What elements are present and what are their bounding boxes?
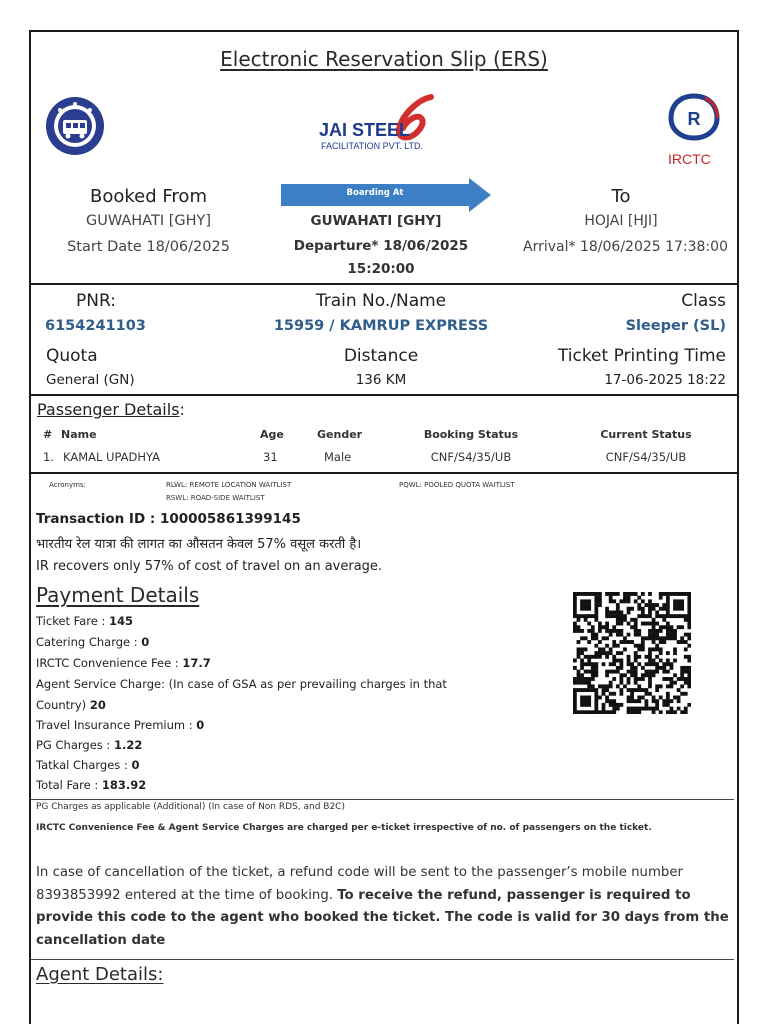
irctc-emblem-icon <box>667 92 721 142</box>
jai-steel-sub: FACILITATION PVT. LTD. <box>321 141 424 151</box>
acronym-pqwl: PQWL: POOLED QUOTA WAITLIST <box>399 481 515 489</box>
divider <box>31 472 737 474</box>
ticket-fare-label: Ticket Fare : <box>36 614 110 628</box>
boarding-station: GUWAHATI [GHY] <box>310 213 442 229</box>
acronyms-label: Acronyms: <box>49 481 86 489</box>
document-title: Electronic Reservation Slip (ERS) <box>220 47 548 71</box>
passenger-no: 1. <box>43 450 54 464</box>
ers-document <box>29 30 739 1024</box>
divider <box>31 799 734 800</box>
indian-railways-logo <box>45 96 105 156</box>
total-fare <box>36 778 146 792</box>
qr-code <box>573 592 691 714</box>
irctc-label: IRCTC <box>668 151 711 167</box>
conv-label: IRCTC Convenience Fee : <box>36 656 183 670</box>
acronym-rswl: RSWL: ROAD-SIDE WAITLIST <box>166 494 265 502</box>
from-station: GUWAHATI [GHY] <box>85 213 212 229</box>
jai-steel-logo <box>303 94 473 156</box>
english-cost-note: IR recovers only 57% of cost of travel on an average. <box>36 559 383 574</box>
class-label: Class <box>681 291 726 311</box>
cancellation-text: In case of cancellation of the ticket, a refund code will be sent to the passenger’s mobile number 8393853992 entered at the time of booking. <box>36 865 684 903</box>
passenger-name: KAMAL UPADHYA <box>63 450 161 464</box>
pg-charges-note: PG Charges as applicable (Additional) (In case of Non RDS, and B2C) <box>36 802 345 812</box>
passenger-age: 31 <box>263 450 278 464</box>
departure-datetime: Departure* 18/06/2025 <box>293 238 469 254</box>
col-gender: Gender <box>317 428 363 441</box>
passenger-booking-status: CNF/S4/35/UB <box>430 450 512 464</box>
train-label: Train No./Name <box>315 291 447 311</box>
boarding-arrow <box>281 178 493 212</box>
train-value: 15959 / KAMRUP EXPRESS <box>273 318 489 334</box>
col-current-status: Current Status <box>600 428 692 441</box>
divider <box>31 959 734 960</box>
catering-charge <box>36 635 149 649</box>
col-booking-status: Booking Status <box>423 428 519 441</box>
quota-value: General (GN) <box>46 372 135 388</box>
pg-charges <box>36 738 142 752</box>
catering-label: Catering Charge : <box>36 635 142 649</box>
col-no: # <box>43 428 53 441</box>
col-name: Name <box>61 428 97 441</box>
ticket-fare-value: 145 <box>109 614 134 628</box>
passenger-heading-colon: : <box>179 400 185 419</box>
pnr-value: 6154241103 <box>45 318 146 334</box>
total-label: Total Fare : <box>36 778 102 792</box>
cancellation-note <box>36 862 731 952</box>
pnr-label: PNR: <box>76 291 116 311</box>
convenience-fee-note: IRCTC Convenience Fee & Agent Service Charges are charged per e-ticket irrespective of no. of passengers on the ticket. <box>36 823 652 833</box>
insurance-premium <box>36 718 204 732</box>
pg-value: 1.22 <box>113 738 143 752</box>
divider <box>31 283 737 285</box>
svg-text:R: R <box>687 109 701 129</box>
transaction-id: Transaction ID : 100005861399145 <box>36 511 301 527</box>
to-station: HOJAI [HJI] <box>584 213 658 229</box>
print-time-value: 17-06-2025 18:22 <box>604 372 726 388</box>
insurance-label: Travel Insurance Premium : <box>36 718 197 732</box>
to-label: To <box>611 186 631 207</box>
jai-steel-name: JAI STEEL <box>319 120 411 140</box>
total-value: 183.92 <box>101 778 147 792</box>
passenger-heading-text: Passenger Details <box>37 400 180 419</box>
conv-value: 17.7 <box>182 656 211 670</box>
agent-label: Country) <box>36 698 90 712</box>
convenience-fee <box>36 656 211 670</box>
agent-value: 20 <box>89 698 106 712</box>
pg-label: PG Charges : <box>36 738 114 752</box>
agent-details-heading: Agent Details: <box>36 964 164 985</box>
cancellation-refund-text: To receive the refund, passenger is required to provide this code to the agent who booked the ticket. The code is valid for 30 days from the cancellation date <box>36 887 729 948</box>
divider <box>31 394 737 396</box>
table-row <box>31 450 737 466</box>
col-age: Age <box>260 428 284 441</box>
hindi-cost-note: भारतीय रेल यात्रा की लागत का औसतन केवल 57% वसूल करती है। <box>36 537 362 552</box>
catering-value: 0 <box>141 635 150 649</box>
departure-time: 15:20:00 <box>347 261 415 277</box>
insurance-value: 0 <box>196 718 205 732</box>
ticket-fare <box>36 614 133 628</box>
passenger-gender: Male <box>324 450 352 464</box>
agent-service-charge <box>36 698 106 712</box>
passenger-table-header <box>31 428 737 444</box>
tatkal-label: Tatkal Charges : <box>36 758 132 772</box>
class-value: Sleeper (SL) <box>625 318 726 334</box>
start-date: Start Date 18/06/2025 <box>67 239 230 255</box>
agent-service-charge-line1: Agent Service Charge: (In case of GSA as per prevailing charges in that <box>36 677 447 691</box>
booked-from-label: Booked From <box>90 186 207 207</box>
arrival-datetime: Arrival* 18/06/2025 17:38:00 <box>523 239 728 255</box>
acronym-rlwl: RLWL: REMOTE LOCATION WAITLIST <box>166 481 292 489</box>
payment-details-heading: Payment Details <box>36 583 200 607</box>
distance-value: 136 KM <box>355 372 407 388</box>
passenger-current-status: CNF/S4/35/UB <box>605 450 687 464</box>
tatkal-value: 0 <box>131 758 140 772</box>
quota-label: Quota <box>46 346 98 366</box>
passenger-details-heading <box>37 400 185 419</box>
irctc-logo <box>661 92 731 172</box>
boarding-label: Boarding At <box>346 188 404 198</box>
tatkal-charges <box>36 758 140 772</box>
print-time-label: Ticket Printing Time <box>557 346 726 366</box>
distance-label: Distance <box>343 346 419 366</box>
